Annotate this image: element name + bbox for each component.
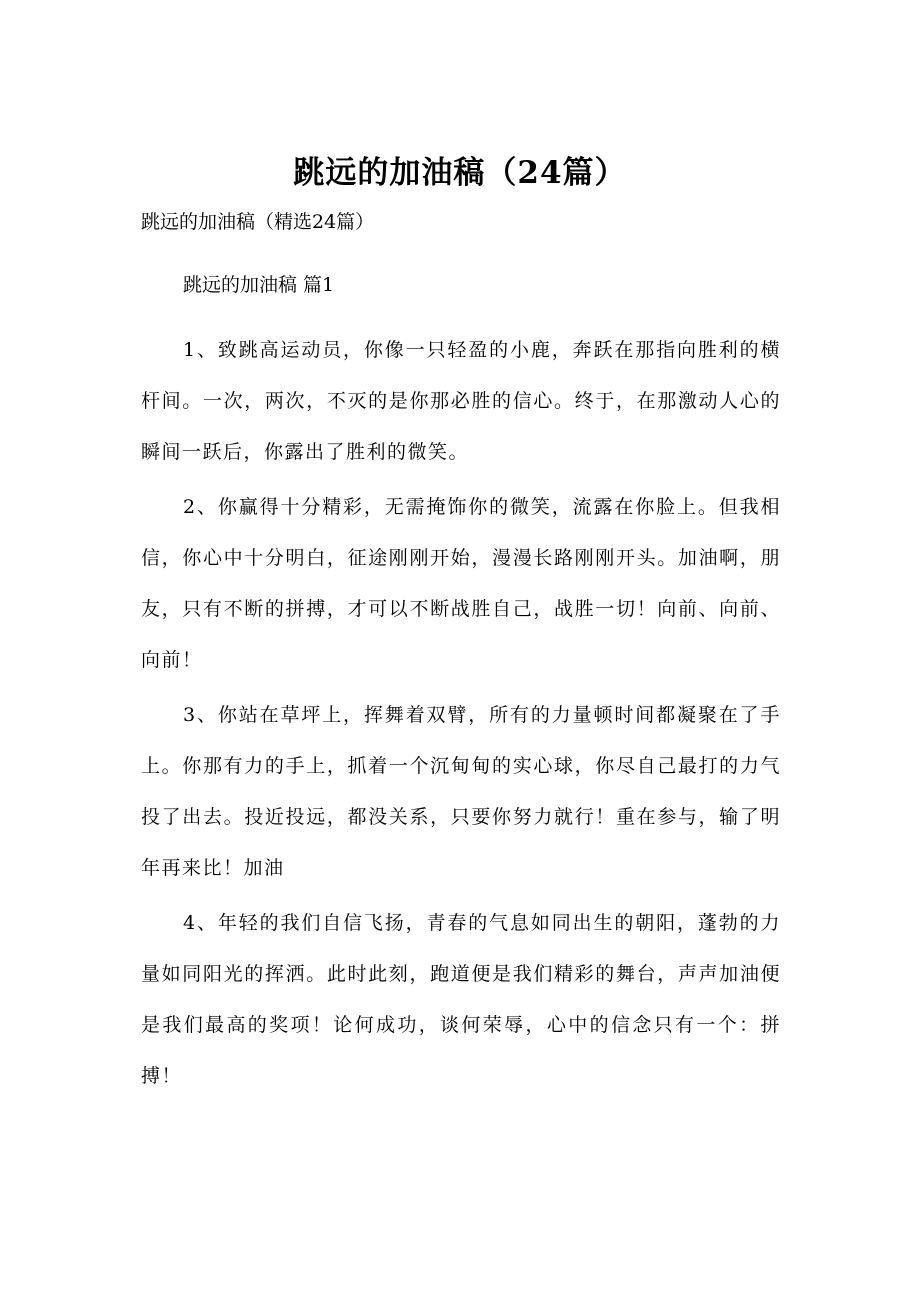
paragraph-4: 4、年轻的我们自信飞扬，青春的气息如同出生的朝阳，蓬勃的力量如同阳光的挥洒。此时此刻，跑道便是我们精彩的舞台，声声加油便是我们最高的奖项！论何成功，谈何荣辱，心中的信念只有一个：拼搏！	[141, 912, 781, 1087]
paragraph-3: 3、你站在草坪上，挥舞着双臂，所有的力量顿时间都凝聚在了手上。你那有力的手上，抓着一个沉甸甸的实心球，你尽自己最打的力气投了出去。投近投远，都没关系，只要你努力就行！重在参与，输了明年再来比！加油	[141, 704, 781, 879]
document-title: 跳远的加油稿（24篇）	[293, 155, 627, 191]
paragraph-2: 2、你赢得十分精彩，无需掩饰你的微笑，流露在你脸上。但我相信，你心中十分明白，征途刚刚开始，漫漫长路刚刚开头。加油啊，朋友，只有不断的拼搏，才可以不断战胜自己，战胜一切！向前、向前、向前！	[141, 496, 781, 671]
section-heading: 跳远的加油稿 篇1	[183, 274, 335, 296]
paragraph-1: 1、致跳高运动员，你像一只轻盈的小鹿，奔跃在那指向胜利的横杆间。一次，两次，不灭的是你那必胜的信心。终于，在那激动人心的瞬间一跃后，你露出了胜利的微笑。	[141, 339, 781, 463]
document-subtitle: 跳远的加油稿（精选24篇）	[141, 211, 375, 233]
